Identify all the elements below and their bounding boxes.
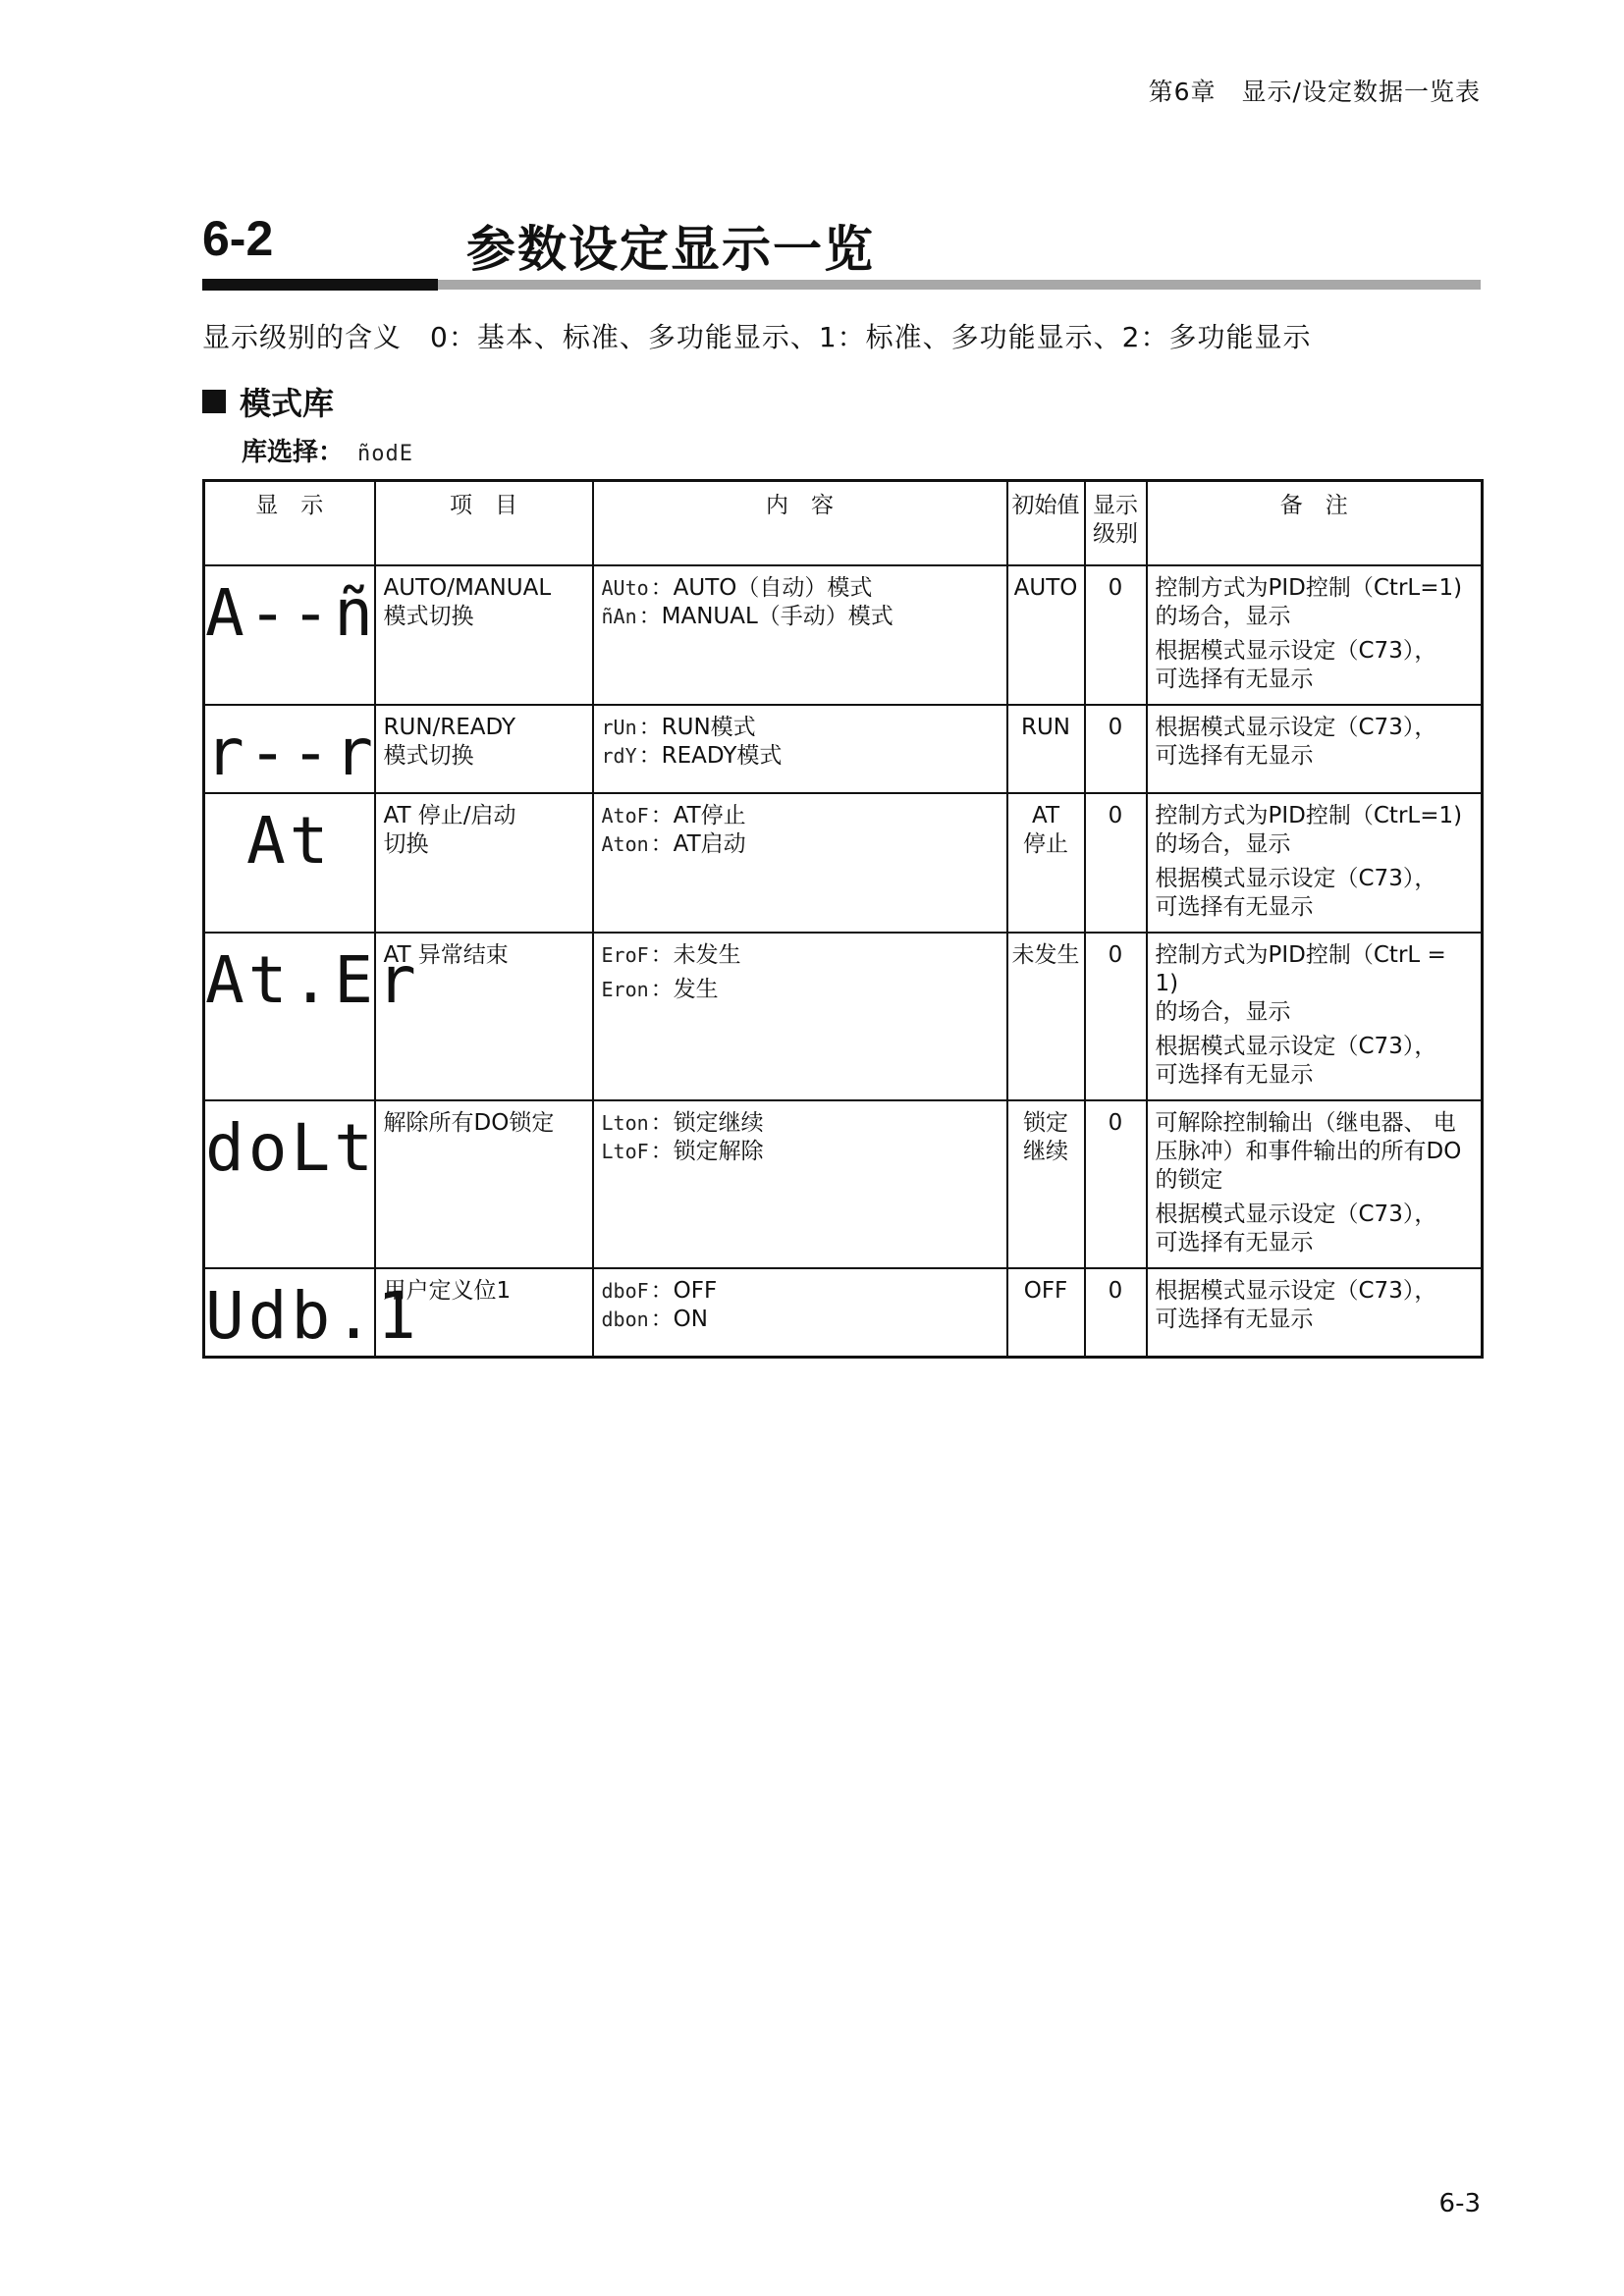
note-line: 的场合，显示 — [1155, 999, 1291, 1025]
section-title: 参数设定显示一览 — [466, 221, 875, 278]
note-line: 可选择有无显示 — [1155, 1062, 1314, 1088]
note-line: 根据模式显示设定（C73）， — [1155, 1278, 1437, 1304]
header-notes: 备 注 — [1147, 481, 1483, 566]
option-text: ：AUTO（自动）模式 — [650, 575, 873, 601]
item-text: 切换 — [383, 831, 429, 857]
item-text: AT 异常结束 — [383, 942, 509, 968]
header-level — [1085, 481, 1147, 566]
note-line: 的场合，显示 — [1155, 604, 1291, 629]
header-display: 显 示 — [204, 481, 375, 566]
notes-cell — [1147, 705, 1483, 793]
note-line: 根据模式显示设定（C73）， — [1155, 715, 1437, 740]
initial-value: OFF — [1023, 1278, 1068, 1304]
content-cell — [593, 565, 1007, 705]
note-line: 可选择有无显示 — [1155, 1230, 1314, 1255]
bank-select — [242, 432, 413, 468]
content-cell — [593, 705, 1007, 793]
option-code: Lton — [601, 1111, 649, 1135]
option-text: ：RUN模式 — [638, 715, 756, 740]
note — [1156, 865, 1474, 922]
note-line: 压脉冲）和事件输出的所有DO — [1155, 1139, 1462, 1164]
option-code: dboF — [601, 1279, 649, 1303]
note-line: 根据模式显示设定（C73）， — [1155, 638, 1437, 664]
option-text: ：锁定继续 — [650, 1110, 764, 1136]
note-line: 控制方式为PID控制（CtrL=1) — [1155, 803, 1463, 828]
item-text: 解除所有DO锁定 — [383, 1110, 555, 1136]
note — [1156, 574, 1474, 631]
option-text: ：READY模式 — [638, 743, 783, 769]
option-text: ：MANUAL（手动）模式 — [638, 604, 893, 629]
note — [1156, 941, 1474, 1027]
seg-display: A--ñ — [205, 575, 377, 651]
note — [1156, 1033, 1474, 1090]
initial-cell — [1007, 933, 1085, 1100]
seg-display: doLt — [205, 1110, 377, 1186]
item-cell — [375, 793, 593, 933]
item-cell — [375, 565, 593, 705]
option-code: Eron — [601, 978, 649, 1001]
header-initial: 初始值 — [1007, 481, 1085, 566]
note-line: 可选择有无显示 — [1155, 894, 1314, 920]
item-text: AUTO/MANUAL — [383, 575, 552, 601]
option-code: Aton — [601, 832, 649, 856]
notes-cell — [1147, 933, 1483, 1100]
note-line: 根据模式显示设定（C73）， — [1155, 1201, 1437, 1227]
display-cell — [204, 793, 375, 933]
initial-value: 停止 — [1023, 831, 1068, 857]
content-option — [602, 603, 999, 631]
initial-value: 未发生 — [1011, 942, 1080, 968]
parameter-table — [202, 479, 1484, 1359]
note — [1156, 1109, 1474, 1195]
initial-value: AT — [1032, 803, 1059, 828]
header-level-line1: 显示 — [1093, 493, 1138, 518]
page-number: 6-3 — [1438, 2189, 1481, 2218]
table-row — [204, 1100, 1483, 1268]
seg-display: At.Er — [205, 942, 420, 1018]
option-text: ：AT启动 — [650, 831, 746, 857]
title-rule-grey — [438, 280, 1481, 290]
initial-value: 继续 — [1023, 1139, 1068, 1164]
display-cell — [204, 565, 375, 705]
notes-cell — [1147, 793, 1483, 933]
level-note: 显示级别的含义 0：基本、标准、多功能显示、1：标准、多功能显示、2：多功能显示 — [202, 321, 1312, 353]
option-code: dbon — [601, 1308, 649, 1331]
content-cell — [593, 1268, 1007, 1358]
note — [1156, 802, 1474, 859]
initial-cell — [1007, 705, 1085, 793]
option-text: ：AT停止 — [650, 803, 746, 828]
table-row — [204, 565, 1483, 705]
content-option — [602, 830, 999, 859]
section-number: 6-2 — [202, 211, 274, 266]
title-rule-dark — [202, 279, 438, 291]
header-item: 项 目 — [375, 481, 593, 566]
content-option — [602, 1109, 999, 1138]
option-code: rdY — [601, 744, 637, 768]
option-text: ：ON — [650, 1307, 708, 1332]
initial-cell — [1007, 793, 1085, 933]
content-option — [602, 976, 999, 1004]
option-code: LtoF — [601, 1140, 649, 1163]
note — [1156, 1277, 1474, 1334]
note-line: 的场合，显示 — [1155, 831, 1291, 857]
note-line: 可选择有无显示 — [1155, 667, 1314, 692]
display-cell — [204, 1268, 420, 1358]
item-text: AT 停止/启动 — [383, 803, 516, 828]
content-option — [602, 941, 999, 970]
initial-cell — [1007, 565, 1085, 705]
notes-cell — [1147, 1268, 1483, 1358]
content-cell — [593, 793, 1007, 933]
notes-cell — [1147, 565, 1483, 705]
initial-value: 锁定 — [1023, 1110, 1068, 1136]
level-cell: 0 — [1085, 933, 1147, 1100]
item-text: 模式切换 — [383, 604, 474, 629]
option-code: rUn — [601, 716, 637, 739]
level-cell: 0 — [1085, 565, 1147, 705]
header-level-line2: 级别 — [1093, 521, 1138, 547]
header-content: 内 容 — [593, 481, 1007, 566]
note — [1156, 1201, 1474, 1257]
subsection-heading — [202, 379, 334, 424]
note-line: 可选择有无显示 — [1155, 743, 1314, 769]
level-cell: 0 — [1085, 705, 1147, 793]
content-option — [602, 1138, 999, 1166]
seg-display: Udb.1 — [205, 1278, 420, 1354]
option-code: AtoF — [601, 804, 649, 828]
option-code: AUto — [601, 576, 649, 600]
seg-display: At — [246, 803, 333, 879]
note-line: 控制方式为PID控制（CtrL=1) — [1155, 575, 1463, 601]
option-code: EroF — [601, 943, 649, 967]
item-text: 用户定义位1 — [383, 1278, 512, 1304]
note — [1156, 637, 1474, 694]
content-cell — [593, 933, 1007, 1100]
table-row — [204, 933, 1483, 1100]
content-option — [602, 742, 999, 771]
option-text: ：未发生 — [650, 942, 741, 968]
note-line: 根据模式显示设定（C73）， — [1155, 1034, 1437, 1059]
option-text: ：OFF — [650, 1278, 718, 1304]
display-cell — [204, 933, 420, 1100]
table-header-row — [204, 481, 1483, 566]
table-row — [204, 705, 1483, 793]
seg-display: r--r — [205, 715, 377, 790]
content-option — [602, 574, 999, 603]
item-cell — [375, 705, 593, 793]
content-option — [602, 714, 999, 742]
table-row — [204, 793, 1483, 933]
initial-cell — [1007, 1268, 1085, 1358]
running-head: 第6章 显示/设定数据一览表 — [1148, 78, 1481, 106]
option-text: ：发生 — [650, 977, 719, 1002]
note-line: 控制方式为PID控制（CtrL = 1) — [1155, 942, 1446, 996]
initial-value: RUN — [1020, 715, 1071, 740]
content-option — [602, 1277, 999, 1306]
initial-value: AUTO — [1013, 575, 1078, 601]
note-line: 的锁定 — [1155, 1167, 1223, 1193]
notes-cell — [1147, 1100, 1483, 1268]
initial-cell — [1007, 1100, 1085, 1268]
note — [1156, 714, 1474, 771]
square-bullet-icon — [202, 390, 226, 413]
note-line: 可选择有无显示 — [1155, 1307, 1314, 1332]
content-option — [602, 1306, 999, 1334]
item-text: RUN/READY — [383, 715, 516, 740]
display-cell — [204, 1100, 375, 1268]
note-line: 可解除控制输出（继电器、 电 — [1155, 1110, 1456, 1136]
content-cell — [593, 1100, 1007, 1268]
item-text: 模式切换 — [383, 743, 474, 769]
level-cell: 0 — [1085, 793, 1147, 933]
bank-select-label: 库选择： — [242, 438, 345, 467]
level-cell: 0 — [1085, 1268, 1147, 1358]
note-line: 根据模式显示设定（C73）， — [1155, 866, 1437, 891]
table-row — [204, 1268, 1483, 1358]
option-code: ñAn — [601, 605, 637, 628]
content-option — [602, 802, 999, 830]
level-cell: 0 — [1085, 1100, 1147, 1268]
display-cell — [204, 705, 375, 793]
item-cell — [375, 1100, 593, 1268]
bank-select-code: ñodE — [357, 442, 413, 466]
subsection-title: 模式库 — [240, 385, 335, 422]
option-text: ：锁定解除 — [650, 1139, 764, 1164]
